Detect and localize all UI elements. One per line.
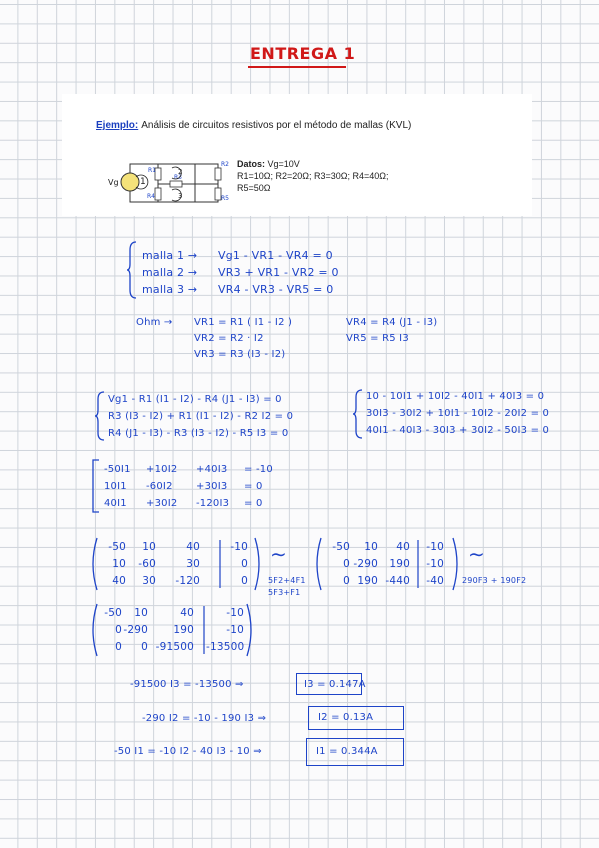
matrix-a-r1-c2: 10 — [142, 541, 156, 553]
example-label: Ejemplo: — [96, 120, 139, 131]
example-card — [62, 94, 532, 216]
system1-eq-3: R4 (J1 - I3) - R3 (I3 - I2) - R5 I3 = 0 — [108, 428, 289, 439]
result-i2: I2 = 0.13A — [318, 712, 374, 723]
matrix-b-r2-c4: -10 — [426, 558, 444, 570]
matrix-c-r1-c3: 40 — [180, 607, 194, 619]
matrix-c-r1-c1: -50 — [104, 607, 122, 619]
circuit-diagram — [100, 144, 229, 210]
solution-eq-2: -290 I2 = -10 - 190 I3 ⇒ — [142, 713, 267, 724]
ohm-left-1: VR1 = R1 ( I1 - I2 ) — [194, 317, 293, 328]
matrix-c — [88, 602, 256, 658]
datos-label: Datos: — [237, 159, 266, 169]
loop-3-label: 3 — [178, 192, 183, 200]
row-op-1b: 5F3+F1 — [268, 588, 301, 597]
matrix-c-r1-c2: 10 — [134, 607, 148, 619]
datos-block — [237, 158, 389, 194]
matrix-a-r1-c4: -10 — [230, 541, 248, 553]
ohm-right-1: VR4 = R4 (J1 - I3) — [346, 317, 438, 328]
row-op-2: 290F3 + 190F2 — [462, 576, 527, 585]
matrix-c-r1-c4: -10 — [226, 607, 244, 619]
matrix-c-r3-c1: 0 — [115, 641, 122, 653]
matrix-b — [312, 536, 462, 592]
system2-eq-3: 40I1 - 40I3 - 30I3 + 30I2 - 50I3 = 0 — [366, 425, 550, 436]
solution-eq-3: -91500 I3 = -13500 ⇒ — [130, 679, 244, 690]
example-heading-text: Análisis de circuitos resistivos por el método de mallas (KVL) — [141, 120, 412, 131]
system3-r3-c4: = 0 — [244, 498, 263, 509]
matrix-b-r1-c2: 10 — [364, 541, 378, 553]
label-r2: R2 — [221, 161, 229, 168]
tilde-2: ∼ — [468, 542, 485, 566]
system3-r1-c4: = -10 — [244, 464, 273, 475]
kvl-eq-1: Vg1 - VR1 - VR4 = 0 — [218, 249, 333, 262]
system3-r1-c2: +10I2 — [146, 464, 178, 475]
resistor-r4 — [155, 188, 161, 200]
page-title: ENTREGA 1 — [250, 44, 356, 63]
kvl-eq-3: VR4 - VR3 - VR5 = 0 — [218, 283, 334, 296]
matrix-b-r1-c1: -50 — [332, 541, 350, 553]
ohm-right-2: VR5 = R5 I3 — [346, 333, 409, 344]
brace-system1 — [94, 390, 106, 442]
matrix-b-r3-c4: -40 — [426, 575, 444, 587]
row-op-1: 5F2+4F1 — [268, 576, 306, 585]
matrix-a-r1-c1: -50 — [108, 541, 126, 553]
tilde-1: ∼ — [270, 542, 287, 566]
matrix-c-r3-c3: -91500 — [155, 641, 194, 653]
kvl-label-3: malla 3 → — [142, 283, 198, 296]
matrix-b-r1-c4: -10 — [426, 541, 444, 553]
matrix-a-r3-c4: 0 — [241, 575, 248, 587]
label-r1: R1 — [148, 167, 156, 174]
matrix-c-r3-c4: -13500 — [206, 641, 245, 653]
result-i3: I3 = 0.147A — [304, 679, 366, 690]
matrix-b-r3-c2: 190 — [357, 575, 378, 587]
matrix-b-r3-c1: 0 — [343, 575, 350, 587]
voltage-source — [121, 173, 139, 191]
matrix-a-r2-c3: 30 — [186, 558, 200, 570]
solution-eq-1: -50 I1 = -10 I2 - 40 I3 - 10 ⇒ — [114, 746, 262, 757]
matrix-b-r1-c3: 40 — [396, 541, 410, 553]
loop-2-label: 2 — [178, 168, 183, 176]
matrix-b-r2-c2: -290 — [353, 558, 378, 570]
matrix-c-r3-c2: 0 — [141, 641, 148, 653]
datos-line3: R5=50Ω — [237, 183, 271, 193]
label-vg: Vg — [108, 178, 119, 187]
matrix-a-r3-c2: 30 — [142, 575, 156, 587]
matrix-a-r2-c1: 10 — [112, 558, 126, 570]
brace-system3 — [90, 458, 100, 514]
matrix-c-r2-c1: 0 — [115, 624, 122, 636]
system3-r3-c2: +30I2 — [146, 498, 178, 509]
matrix-a — [88, 536, 264, 592]
ohm-left-3: VR3 = R3 (I3 - I2) — [194, 349, 286, 360]
datos-vg: Vg=10V — [267, 159, 300, 169]
label-r5: R5 — [221, 195, 229, 202]
brace-kvl — [126, 240, 138, 300]
system2-eq-2: 30I3 - 30I2 + 10I1 - 10I2 - 20I2 = 0 — [366, 408, 550, 419]
kvl-label-1: malla 1 → — [142, 249, 198, 262]
label-r4: R4 — [147, 193, 155, 200]
matrix-b-r3-c3: -440 — [385, 575, 410, 587]
system3-r1-c3: +40I3 — [196, 464, 228, 475]
matrix-c-r2-c3: 190 — [173, 624, 194, 636]
system2-eq-1: 10 - 10I1 + 10I2 - 40I1 + 40I3 = 0 — [366, 391, 545, 402]
loop-1-label: 1 — [140, 177, 146, 187]
matrix-a-r3-c3: -120 — [175, 575, 200, 587]
matrix-a-r2-c2: -60 — [138, 558, 156, 570]
ohm-label: Ohm → — [136, 317, 173, 328]
kvl-eq-2: VR3 + VR1 - VR2 = 0 — [218, 266, 339, 279]
datos-line2: R1=10Ω; R2=20Ω; R3=30Ω; R4=40Ω; — [237, 171, 389, 181]
system3-r1-c1: -50I1 — [104, 464, 131, 475]
example-heading — [96, 120, 411, 131]
matrix-a-r2-c4: 0 — [241, 558, 248, 570]
system1-eq-2: R3 (I3 - I2) + R1 (I1 - I2) - R2 I2 = 0 — [108, 411, 294, 422]
resistor-r2 — [215, 168, 221, 180]
kvl-label-2: malla 2 → — [142, 266, 198, 279]
ohm-left-2: VR2 = R2 · I2 — [194, 333, 264, 344]
system3-r2-c1: 10I1 — [104, 481, 127, 492]
matrix-b-r2-c3: 190 — [389, 558, 410, 570]
system3-r3-c1: 40I1 — [104, 498, 127, 509]
brace-system2 — [352, 388, 364, 440]
matrix-c-r2-c2: -290 — [123, 624, 148, 636]
system3-r2-c2: -60I2 — [146, 481, 173, 492]
matrix-c-r2-c4: -10 — [226, 624, 244, 636]
label-r3: R3 — [174, 174, 182, 181]
resistor-r3 — [170, 181, 182, 187]
system1-eq-1: Vg1 - R1 (I1 - I2) - R4 (J1 - I3) = 0 — [108, 394, 282, 405]
system3-r2-c3: +30I3 — [196, 481, 228, 492]
system3-r3-c3: -120I3 — [196, 498, 230, 509]
result-i1: I1 = 0.344A — [316, 746, 378, 757]
title-underline — [248, 66, 346, 68]
matrix-a-r1-c3: 40 — [186, 541, 200, 553]
system3-r2-c4: = 0 — [244, 481, 263, 492]
matrix-b-r2-c1: 0 — [343, 558, 350, 570]
matrix-a-r3-c1: 40 — [112, 575, 126, 587]
